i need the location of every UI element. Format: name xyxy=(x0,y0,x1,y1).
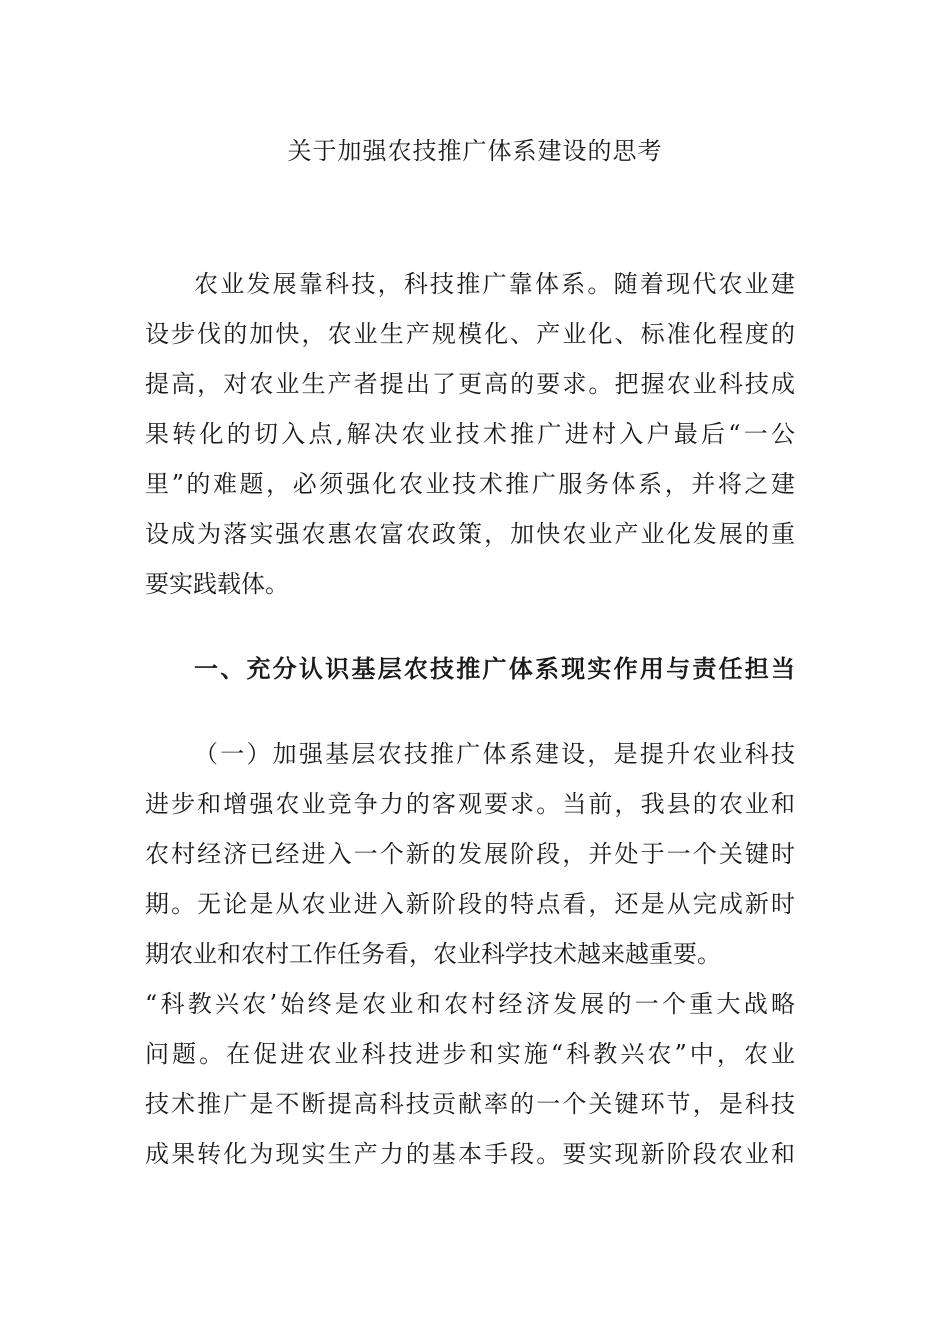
paragraph-line: 果转化的切入点,解决农业技术推广进村入户最后“一公 xyxy=(145,420,795,448)
paragraph-line: “科教兴农’始终是农业和农村经济发展的一个重大战略 xyxy=(145,990,795,1018)
paragraph-line: 里”的难题，必须强化农业技术推广服务体系，并将之建 xyxy=(145,470,795,498)
paragraph-line: 设步伐的加快，农业生产规模化、产业化、标准化程度的 xyxy=(145,320,795,348)
paragraph-line: 提高，对农业生产者提出了更高的要求。把握农业科技成 xyxy=(145,370,795,398)
paragraph-line: 要实践载体。 xyxy=(145,570,289,598)
paragraph-line: 进步和增强农业竞争力的客观要求。当前，我县的农业和 xyxy=(145,790,795,818)
paragraph-line: 期。无论是从农业进入新阶段的特点看，还是从完成新时 xyxy=(145,890,795,918)
paragraph-line: 农业发展靠科技，科技推广靠体系。随着现代农业建 xyxy=(194,270,795,298)
paragraph-line: 设成为落实强农惠农富农政策，加快农业产业化发展的重 xyxy=(145,520,795,548)
paragraph-line: 期农业和农村工作任务看，农业科学技术越来越重要。 xyxy=(145,940,721,968)
paragraph-line: 成果转化为现实生产力的基本手段。要实现新阶段农业和 xyxy=(145,1140,795,1168)
paragraph-line: 问题。在促进农业科技进步和实施“科教兴农”中，农业 xyxy=(145,1040,795,1068)
paragraph-line: 农村经济已经进入一个新的发展阶段，并处于一个关键时 xyxy=(145,840,795,868)
document-title: 关于加强农技推广体系建设的思考 xyxy=(287,137,663,165)
section-heading: 一、充分认识基层农技推广体系现实作用与责任担当 xyxy=(194,654,795,683)
paragraph-line: （一）加强基层农技推广体系建设，是提升农业科技 xyxy=(194,740,795,768)
paragraph-line: 技术推广是不断提高科技贡献率的一个关键环节，是科技 xyxy=(145,1090,795,1118)
